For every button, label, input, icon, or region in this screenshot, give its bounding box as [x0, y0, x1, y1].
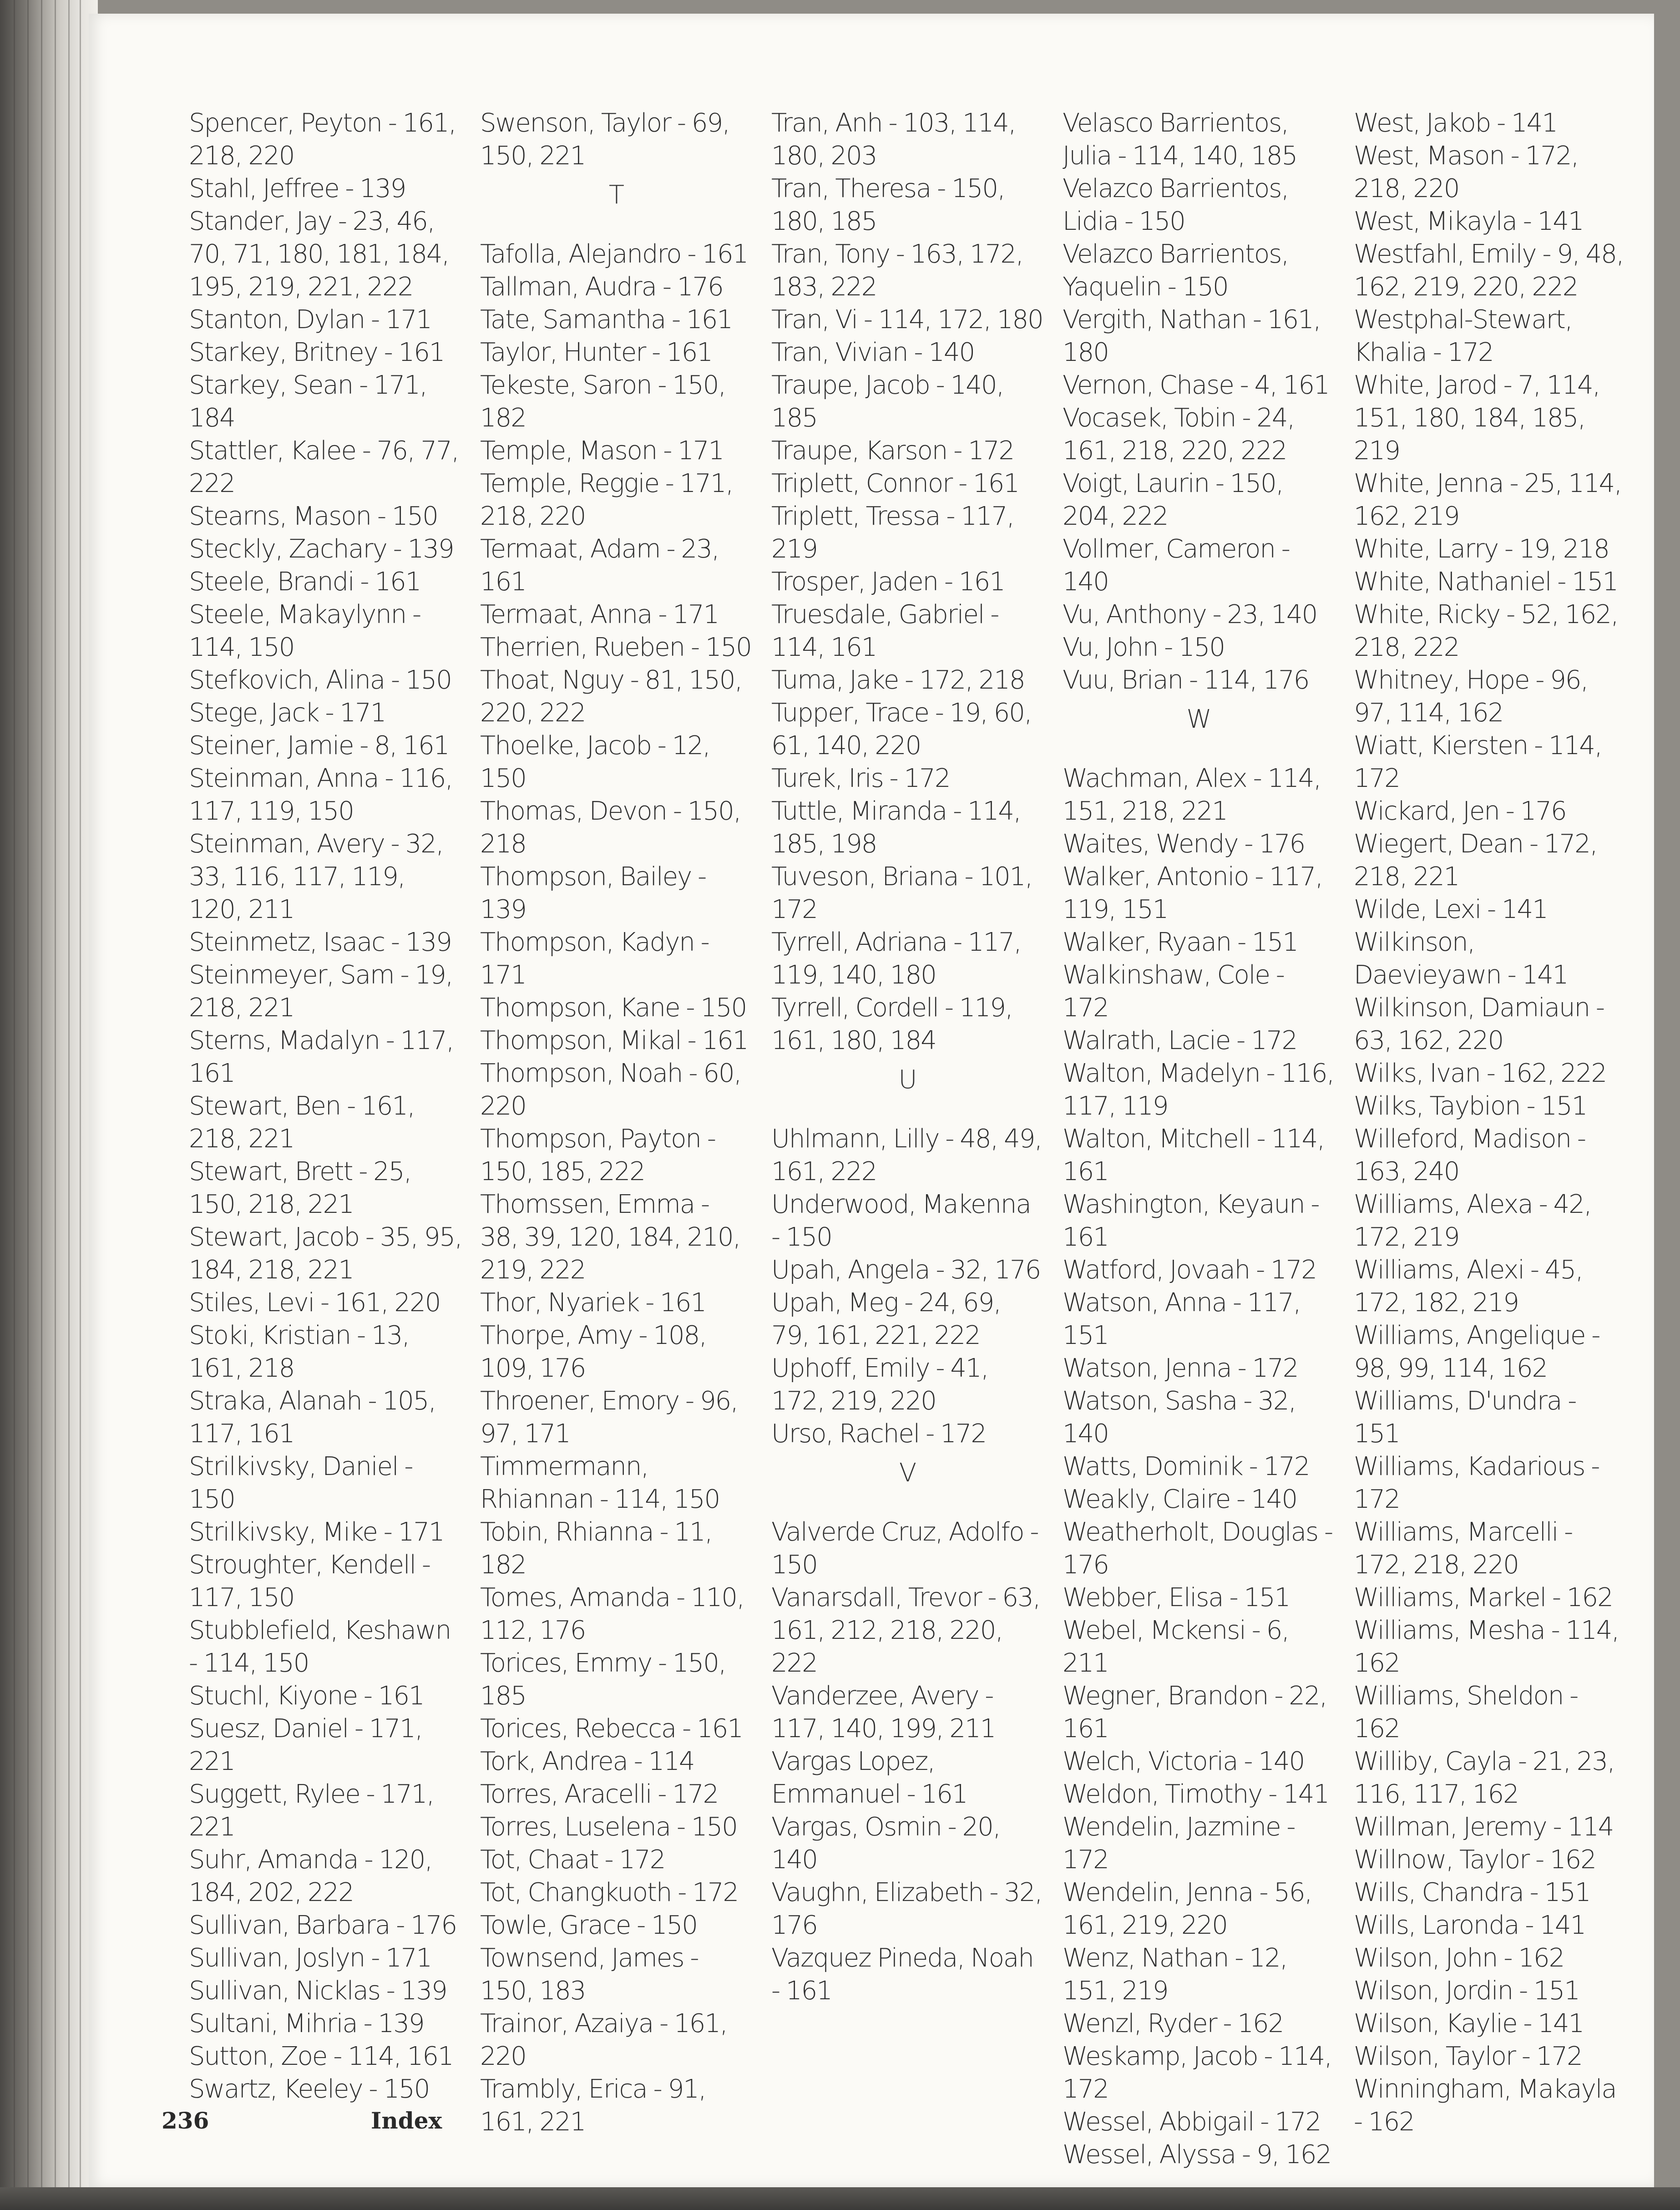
index-entry: Vu, John - 150	[1063, 633, 1225, 662]
index-entry: Underwood, Makenna - 150	[771, 1190, 1031, 1252]
index-entry: Watson, Sasha - 32, 140	[1063, 1386, 1296, 1449]
index-entry: White, Larry - 19, 218	[1354, 534, 1609, 564]
index-entry: Vaughn, Elizabeth - 32, 176	[771, 1878, 1042, 1940]
index-entry: Trosper, Jaden - 161	[771, 567, 1005, 597]
index-entry: Williams, Marcelli - 172, 218, 220	[1354, 1517, 1573, 1580]
index-entry: Steinman, Anna - 116, 117, 119, 150	[189, 764, 453, 826]
index-entry: Uphoff, Emily - 41, 172, 219, 220	[771, 1353, 988, 1416]
index-entry: Tupper, Trace - 19, 60, 61, 140, 220	[771, 698, 1032, 760]
page-edge	[14, 0, 15, 2210]
index-entry: Valverde Cruz, Adolfo - 150	[771, 1517, 1038, 1580]
index-entry: Uhlmann, Lilly - 48, 49, 161, 222	[771, 1124, 1042, 1186]
index-entry: Steinman, Avery - 32, 33, 116, 117, 119, 120, 211	[189, 829, 443, 924]
index-entry: Temple, Reggie - 171, 218, 220	[480, 469, 733, 531]
index-entry: Thompson, Noah - 60, 220	[480, 1059, 741, 1121]
index-entry: Vergith, Nathan - 161, 180	[1063, 305, 1321, 367]
page-edge	[80, 0, 81, 2210]
index-entry: Webel, Mckensi - 6, 211	[1063, 1616, 1289, 1678]
index-entry: Williby, Cayla - 21, 23, 116, 117, 162	[1354, 1747, 1614, 1809]
index-entry: Wilde, Lexi - 141	[1354, 895, 1548, 924]
index-column-3	[771, 107, 1044, 2007]
index-entry: Vanderzee, Avery - 117, 140, 199, 211	[771, 1681, 996, 1744]
index-entry: Trainor, Azaiya - 161, 220	[480, 2009, 727, 2071]
index-entry: Strilkivsky, Daniel - 150	[189, 1452, 413, 1514]
index-entry: Wilkinson, Daevieyawn - 141	[1354, 928, 1568, 990]
index-entry: Stahl, Jeffree - 139	[189, 174, 406, 203]
index-entry: Suesz, Daniel - 171, 221	[189, 1714, 422, 1776]
index-entry: Thoat, Nguy - 81, 150, 220, 222	[480, 665, 742, 728]
index-entry: Tobin, Rhianna - 11, 182	[480, 1517, 712, 1580]
index-entry: Tallman, Audra - 176	[480, 272, 723, 302]
index-entry: Traupe, Jacob - 140, 185	[771, 370, 1004, 433]
index-entry: Whitney, Hope - 96, 97, 114, 162	[1354, 665, 1588, 728]
index-entry: Steinmetz, Isaac - 139	[189, 928, 451, 957]
index-entry: Suggett, Rylee - 171, 221	[189, 1779, 434, 1842]
index-entry: Tuveson, Briana - 101, 172	[771, 862, 1032, 924]
index-entry: Tot, Chaat - 172	[480, 1845, 665, 1875]
index-entry: Tot, Changkuoth - 172	[480, 1878, 739, 1907]
index-entry: Wills, Laronda - 141	[1354, 1911, 1586, 1940]
index-entry: White, Jarod - 7, 114, 151, 180, 184, 185, 219	[1354, 370, 1600, 466]
index-entry: Thomas, Devon - 150, 218	[480, 796, 741, 859]
index-entry: Velasco Barrientos, Julia - 114, 140, 185	[1063, 108, 1297, 171]
index-entry: Tran, Anh - 103, 114, 180, 203	[771, 108, 1016, 171]
index-entry: Thompson, Kadyn - 171	[480, 928, 709, 990]
index-entry: Steele, Makaylynn - 114, 150	[189, 600, 421, 662]
index-entry: Winningham, Makayla - 162	[1354, 2074, 1616, 2137]
index-entry: Tate, Samantha - 161	[480, 305, 732, 335]
index-entry: Upah, Meg - 24, 69, 79, 161, 221, 222	[771, 1288, 1001, 1350]
index-entry: Thomssen, Emma - 38, 39, 120, 184, 210, 219, 222	[480, 1190, 740, 1285]
index-entry: Tekeste, Saron - 150, 182	[480, 370, 726, 433]
index-column-2	[480, 107, 753, 2139]
index-entry: Tyrrell, Cordell - 119, 161, 180, 184	[771, 993, 1012, 1055]
index-entry: Starkey, Sean - 171, 184	[189, 370, 427, 433]
index-entry: Starkey, Britney - 161	[189, 338, 445, 367]
index-entry: Stewart, Brett - 25, 150, 218, 221	[189, 1157, 411, 1219]
index-column-1	[189, 107, 462, 2106]
index-entry: Stiles, Levi - 161, 220	[189, 1288, 440, 1318]
index-entry: Suhr, Amanda - 120, 184, 202, 222	[189, 1845, 432, 1907]
index-entry: Strilkivsky, Mike - 171	[189, 1517, 444, 1547]
index-entry: Stewart, Ben - 161, 218, 221	[189, 1091, 415, 1154]
section-letter: W	[1186, 705, 1212, 734]
index-entry: Stroughter, Kendell - 117, 150	[189, 1550, 430, 1612]
index-entry: Walker, Ryaan - 151	[1063, 928, 1298, 957]
index-entry: Wilks, Taybion - 151	[1354, 1091, 1587, 1121]
index-entry: Temple, Mason - 171	[480, 436, 724, 466]
index-entry: West, Mikayla - 141	[1354, 207, 1584, 236]
index-entry: Triplett, Connor - 161	[771, 469, 1019, 498]
index-entry: Walton, Madelyn - 116, 117, 119	[1063, 1059, 1334, 1121]
index-entry: White, Ricky - 52, 162, 218, 222	[1354, 600, 1618, 662]
index-entry: Stewart, Jacob - 35, 95, 184, 218, 221	[189, 1222, 462, 1285]
index-entry: Tran, Theresa - 150, 180, 185	[771, 174, 1005, 236]
index-entry: Spencer, Peyton - 161, 218, 220	[189, 108, 456, 171]
index-entry: Stuchl, Kiyone - 161	[189, 1681, 424, 1711]
index-entry: Vanarsdall, Trevor - 63, 161, 212, 218, 220, 222	[771, 1583, 1040, 1678]
section-letter: T	[608, 180, 625, 210]
index-entry: Weskamp, Jacob - 114, 172	[1063, 2042, 1332, 2104]
index-entry: Sullivan, Barbara - 176	[189, 1911, 457, 1940]
index-entry: Williams, Mesha - 114, 162	[1354, 1616, 1619, 1678]
index-entry: Waites, Wendy - 176	[1063, 829, 1305, 859]
section-letter: U	[898, 1065, 917, 1095]
index-entry: Tork, Andrea - 114	[480, 1747, 694, 1776]
index-entry: Stoki, Kristian - 13, 161, 218	[189, 1321, 410, 1383]
index-entry: Stattler, Kalee - 76, 77, 222	[189, 436, 459, 498]
table-surface	[0, 2187, 1680, 2210]
index-entry: West, Mason - 172, 218, 220	[1354, 141, 1579, 203]
index-entry: Wessel, Alyssa - 9, 162	[1063, 2140, 1331, 2169]
index-entry: Steiner, Jamie - 8, 161	[189, 731, 449, 760]
index-entry: Washington, Keyaun - 161	[1063, 1190, 1319, 1252]
index-entry: Termaat, Adam - 23, 161	[480, 534, 719, 597]
index-entry: Watson, Jenna - 172	[1063, 1353, 1298, 1383]
index-entry: Thoelke, Jacob - 12, 150	[480, 731, 710, 793]
index-entry: Traupe, Karson - 172	[771, 436, 1014, 466]
index-entry: Sutton, Zoe - 114, 161	[189, 2042, 453, 2071]
index-entry: Wendelin, Jazmine - 172	[1063, 1812, 1295, 1875]
index-entry: Swenson, Taylor - 69, 150, 221	[480, 108, 729, 171]
index-entry: Urso, Rachel - 172	[771, 1419, 987, 1449]
index-entry: Sterns, Madalyn - 117, 161	[189, 1026, 454, 1088]
index-entry: Towle, Grace - 150	[480, 1911, 698, 1940]
index-entry: Thorpe, Amy - 108, 109, 176	[480, 1321, 707, 1383]
index-entry: Walker, Antonio - 117, 119, 151	[1063, 862, 1323, 924]
index-entry: Stubblefield, Keshawn - 114, 150	[189, 1616, 451, 1678]
index-entry: Wills, Chandra - 151	[1354, 1878, 1590, 1907]
index-entry: Thompson, Payton - 150, 185, 222	[480, 1124, 716, 1186]
index-entry: Thor, Nyariek - 161	[480, 1288, 706, 1318]
index-entry: Willman, Jeremy - 114	[1354, 1812, 1614, 1842]
index-entry: Westphal-Stewart, Khalia - 172	[1354, 305, 1572, 367]
index-entry: Throener, Emory - 96, 97, 171	[480, 1386, 738, 1449]
index-entry: Williams, D'undra - 151	[1354, 1386, 1576, 1449]
index-entry: Thompson, Mikal - 161	[480, 1026, 748, 1055]
book-binding	[0, 0, 98, 2210]
index-entry: Welch, Victoria - 140	[1063, 1747, 1305, 1776]
index-entry: Sullivan, Nicklas - 139	[189, 1976, 447, 2006]
index-entry: Torices, Emmy - 150, 185	[480, 1648, 726, 1711]
index-entry: Vazquez Pineda, Noah - 161	[771, 1943, 1033, 2006]
index-column-5	[1354, 107, 1627, 2139]
page-edge	[27, 0, 29, 2210]
index-entry: Triplett, Tressa - 117, 219	[771, 502, 1014, 564]
index-entry: Wilson, Jordin - 151	[1354, 1976, 1579, 2006]
index-entry: Termaat, Anna - 171	[480, 600, 719, 629]
index-entry: Stanton, Dylan - 171	[189, 305, 431, 335]
index-entry: Velazco Barrientos, Lidia - 150	[1063, 174, 1289, 236]
index-entry: Wenzl, Ryder - 162	[1063, 2009, 1284, 2038]
index-entry: Stearns, Mason - 150	[189, 502, 438, 531]
index-entry: Wegner, Brandon - 22, 161	[1063, 1681, 1327, 1744]
index-entry: Vernon, Chase - 4, 161	[1063, 370, 1329, 400]
index-column-4	[1063, 107, 1336, 2171]
index-entry: Tran, Vi - 114, 172, 180	[771, 305, 1043, 335]
index-entry: Wilson, John - 162	[1354, 1943, 1564, 1973]
index-entry: Swartz, Keeley - 150	[189, 2074, 430, 2104]
index-entry: White, Jenna - 25, 114, 162, 219	[1354, 469, 1622, 531]
index-entry: Therrien, Rueben - 150	[480, 633, 751, 662]
index-entry: Vargas, Osmin - 20, 140	[771, 1812, 1000, 1875]
index-entry: Wilks, Ivan - 162, 222	[1354, 1059, 1607, 1088]
index-entry: Weakly, Claire - 140	[1063, 1485, 1297, 1514]
index-entry: Truesdale, Gabriel - 114, 161	[771, 600, 999, 662]
index-entry: Westfahl, Emily - 9, 48, 162, 219, 220, 222	[1354, 239, 1624, 302]
index-entry: Stege, Jack - 171	[189, 698, 386, 728]
index-entry: Torres, Aracelli - 172	[480, 1779, 719, 1809]
index-entry: Wendelin, Jenna - 56, 161, 219, 220	[1063, 1878, 1312, 1940]
index-entry: Vocasek, Tobin - 24, 161, 218, 220, 222	[1063, 403, 1295, 466]
index-entry: Wenz, Nathan - 12, 151, 219	[1063, 1943, 1287, 2006]
index-entry: Voigt, Laurin - 150, 204, 222	[1063, 469, 1283, 531]
index-entry: Stander, Jay - 23, 46, 70, 71, 180, 181, 184, 195, 219, 221, 222	[189, 207, 449, 302]
index-entry: Willnow, Taylor - 162	[1354, 1845, 1596, 1875]
index-entry: Townsend, James - 150, 183	[480, 1943, 698, 2006]
index-entry: Timmermann, Rhiannan - 114, 150	[480, 1452, 720, 1514]
index-entry: Steckly, Zachary - 139	[189, 534, 454, 564]
index-entry: Torres, Luselena - 150	[480, 1812, 737, 1842]
index-entry: Watford, Jovaah - 172	[1063, 1255, 1316, 1285]
index-entry: Wessel, Abbigail - 172	[1063, 2107, 1321, 2137]
index-entry: Tomes, Amanda - 110, 112, 176	[480, 1583, 744, 1645]
index-entry: Williams, Alexi - 45, 172, 182, 219	[1354, 1255, 1583, 1318]
index-entry: Tyrrell, Adriana - 117, 119, 140, 180	[771, 928, 1021, 990]
page-edge	[55, 0, 56, 2210]
section-letter: V	[899, 1458, 917, 1488]
index-entry: Vuu, Brian - 114, 176	[1063, 665, 1309, 695]
index-entry: Sultani, Mihria - 139	[189, 2009, 424, 2038]
index-entry: Tuma, Jake - 172, 218	[771, 665, 1025, 695]
index-entry: Sullivan, Joslyn - 171	[189, 1943, 432, 1973]
index-entry: Walkinshaw, Cole - 172	[1063, 960, 1284, 1023]
section-title: Index	[371, 2107, 442, 2134]
index-entry: Upah, Angela - 32, 176	[771, 1255, 1041, 1285]
index-entry: Thompson, Bailey - 139	[480, 862, 706, 924]
index-entry: Wiegert, Dean - 172, 218, 221	[1354, 829, 1597, 892]
index-entry: Weldon, Timothy - 141	[1063, 1779, 1329, 1809]
page-edge	[68, 0, 70, 2210]
index-page	[89, 14, 1654, 2187]
index-entry: Stefkovich, Alina - 150	[189, 665, 451, 695]
index-entry: Taylor, Hunter - 161	[480, 338, 713, 367]
index-entry: White, Nathaniel - 151	[1354, 567, 1618, 597]
index-entry: Watts, Dominik - 172	[1063, 1452, 1310, 1481]
index-entry: Turek, Iris - 172	[771, 764, 950, 793]
index-entry: West, Jakob - 141	[1354, 108, 1558, 138]
index-entry: Vollmer, Cameron - 140	[1063, 534, 1290, 597]
index-entry: Steele, Brandi - 161	[189, 567, 421, 597]
index-entry: Thompson, Kane - 150	[480, 993, 747, 1023]
index-entry: Wilkinson, Damiaun - 63, 162, 220	[1354, 993, 1604, 1055]
index-entry: Williams, Alexa - 42, 172, 219	[1354, 1190, 1591, 1252]
index-entry: Wilson, Taylor - 172	[1354, 2042, 1582, 2071]
index-entry: Watson, Anna - 117, 151	[1063, 1288, 1300, 1350]
page-edge	[41, 0, 42, 2210]
index-entry: Willeford, Madison - 163, 240	[1354, 1124, 1586, 1186]
index-entry: Webber, Elisa - 151	[1063, 1583, 1290, 1612]
index-entry: Vu, Anthony - 23, 140	[1063, 600, 1317, 629]
index-entry: Tran, Tony - 163, 172, 183, 222	[771, 239, 1023, 302]
index-entry: Williams, Angelique - 98, 99, 114, 162	[1354, 1321, 1600, 1383]
index-entry: Tafolla, Alejandro - 161	[480, 239, 748, 269]
page-number: 236	[162, 2107, 209, 2134]
index-entry: Trambly, Erica - 91, 161, 221	[480, 2074, 706, 2137]
index-entry: Straka, Alanah - 105, 117, 161	[189, 1386, 436, 1449]
index-entry: Vargas Lopez, Emmanuel - 161	[771, 1747, 967, 1809]
index-entry: Williams, Sheldon - 162	[1354, 1681, 1578, 1744]
index-entry: Wiatt, Kiersten - 114, 172	[1354, 731, 1602, 793]
index-entry: Williams, Kadarious - 172	[1354, 1452, 1599, 1514]
index-entry: Weatherholt, Douglas - 176	[1063, 1517, 1333, 1580]
index-entry: Torices, Rebecca - 161	[480, 1714, 743, 1744]
index-entry: Williams, Markel - 162	[1354, 1583, 1613, 1612]
index-entry: Walton, Mitchell - 114, 161	[1063, 1124, 1325, 1186]
index-entry: Wachman, Alex - 114, 151, 218, 221	[1063, 764, 1321, 826]
index-entry: Tuttle, Miranda - 114, 185, 198	[771, 796, 1021, 859]
index-entry: Walrath, Lacie - 172	[1063, 1026, 1297, 1055]
index-entry: Wilson, Kaylie - 141	[1354, 2009, 1584, 2038]
index-entry: Wickard, Jen - 176	[1354, 796, 1566, 826]
index-entry: Velazco Barrientos, Yaquelin - 150	[1063, 239, 1289, 302]
index-entry: Steinmeyer, Sam - 19, 218, 221	[189, 960, 453, 1023]
index-entry: Tran, Vivian - 140	[771, 338, 975, 367]
